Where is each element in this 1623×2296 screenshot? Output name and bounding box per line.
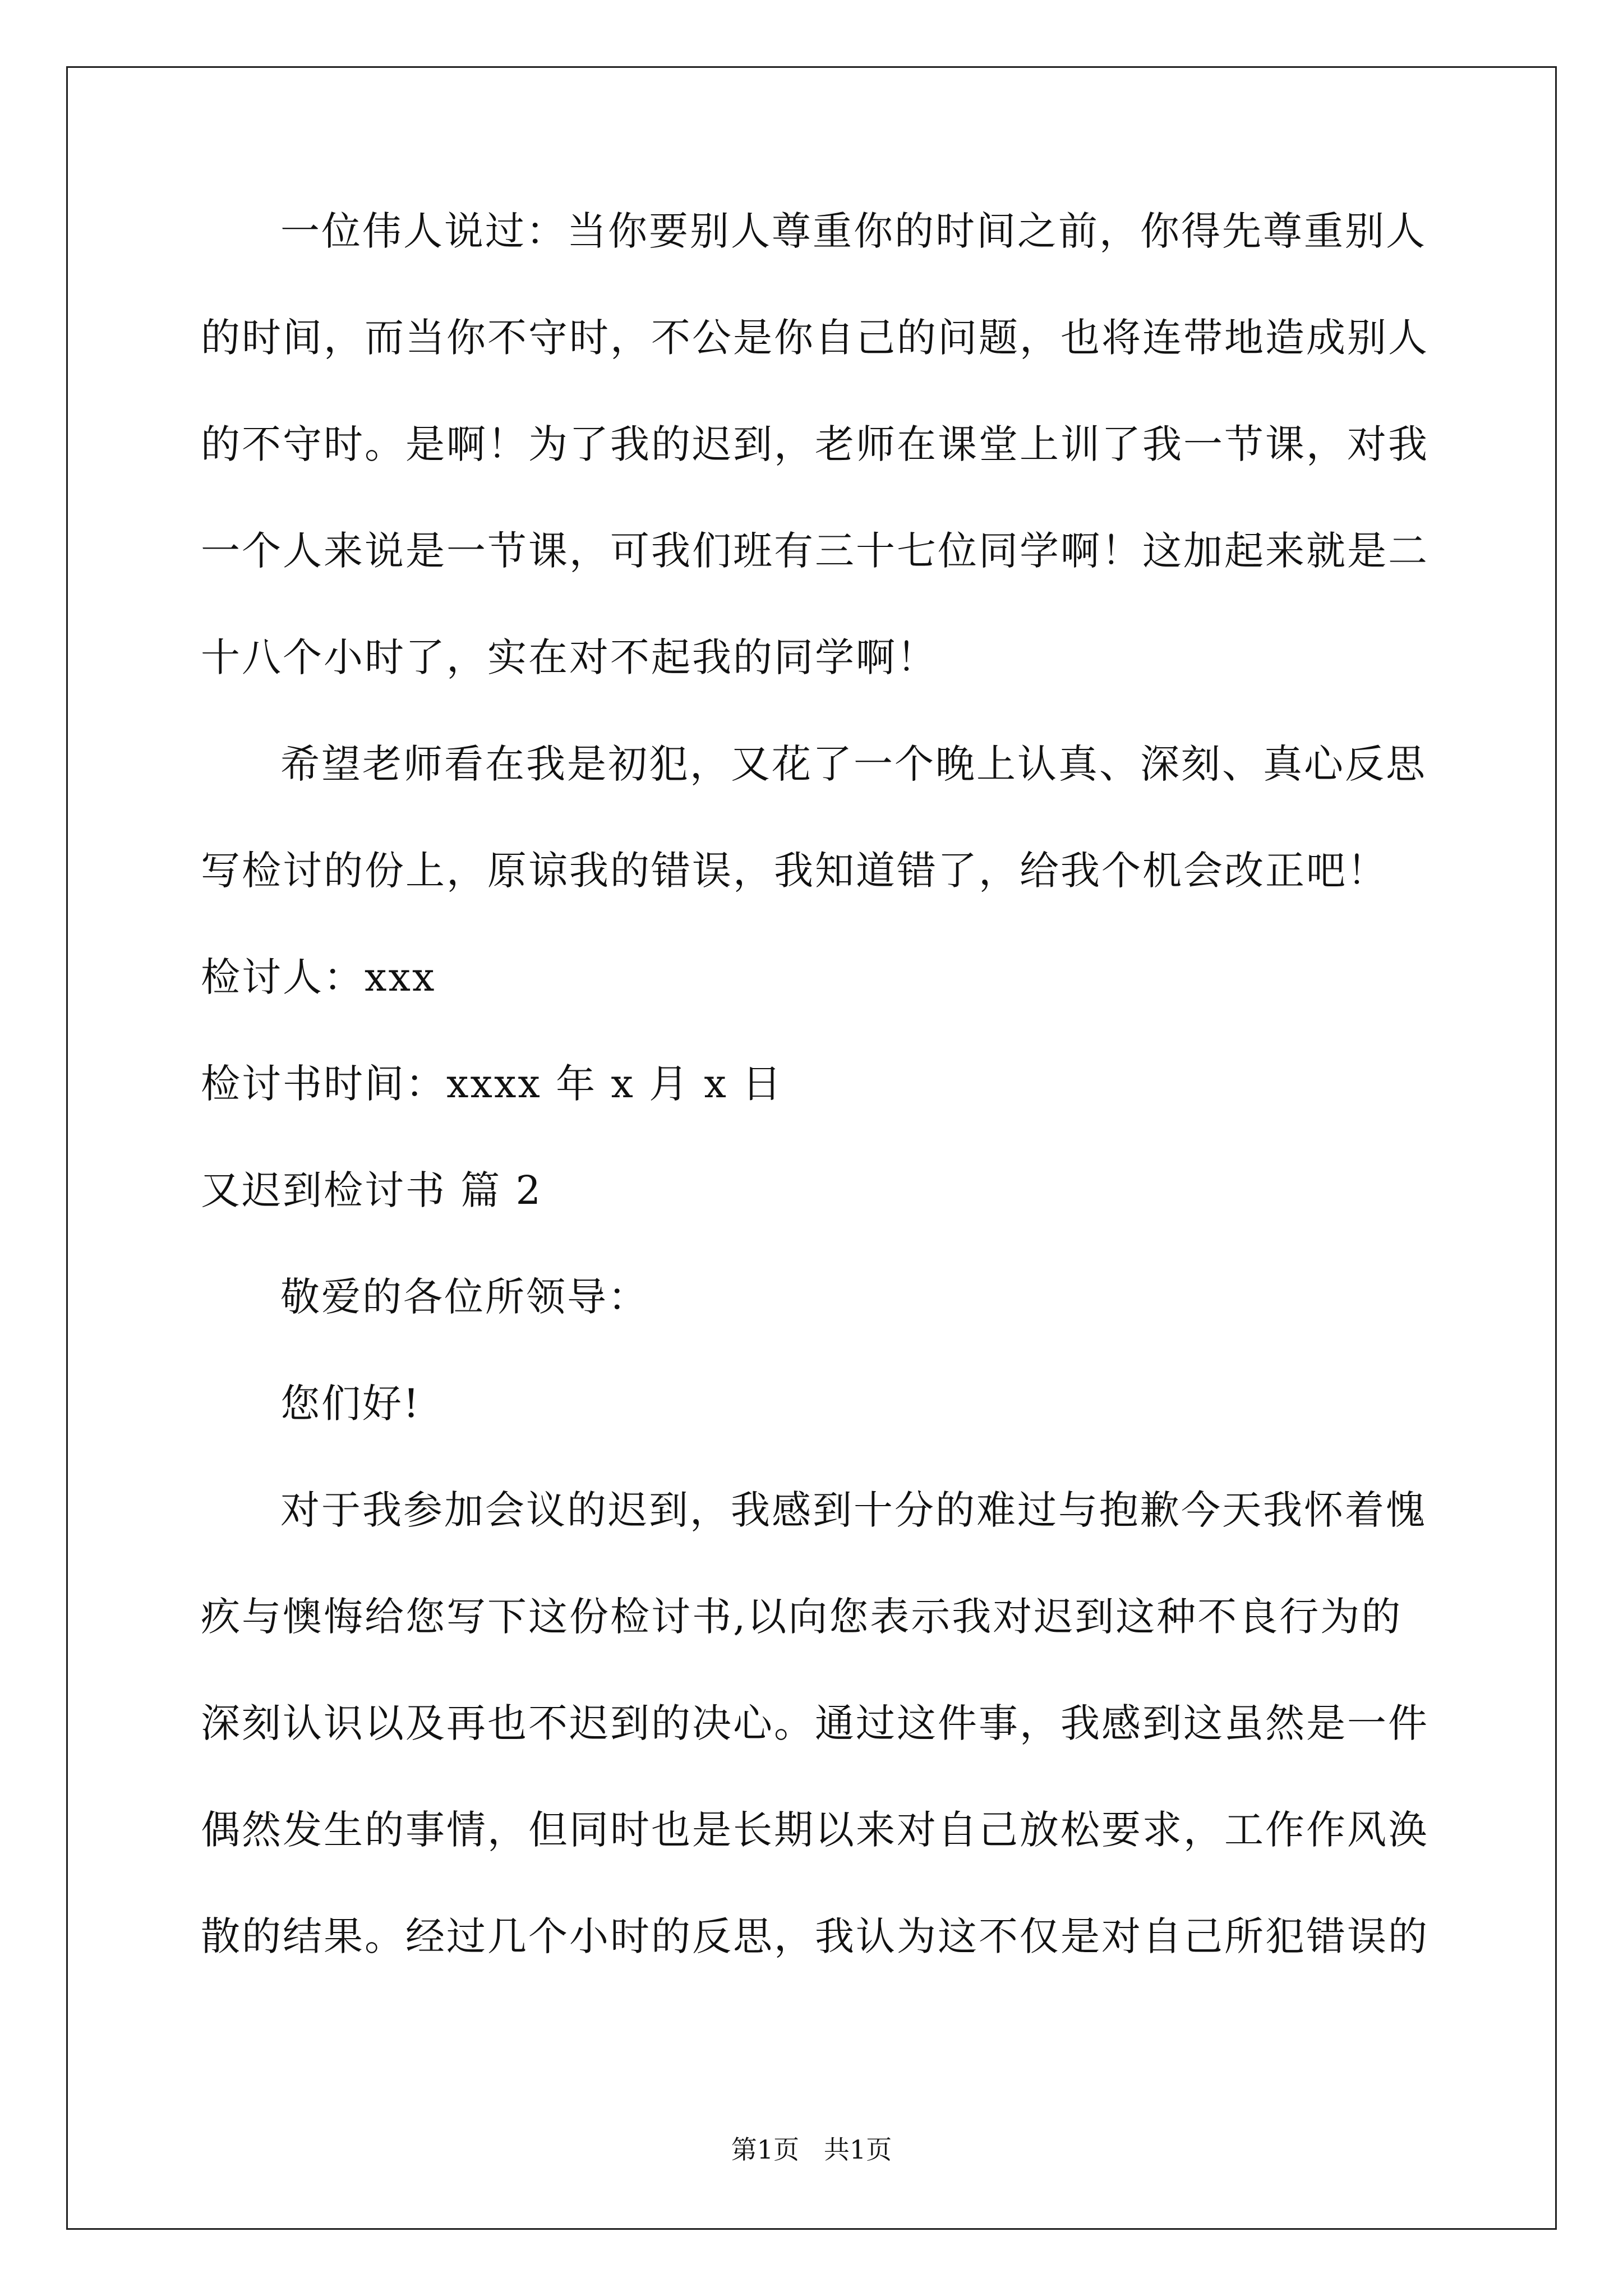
paragraph-2-line-1: 希望老师看在我是初犯，又花了一个晚上认真、深刻、真心反思: [280, 741, 1427, 787]
paragraph-3-line-1: 对于我参加会议的迟到，我感到十分的难过与抱歉今天我怀着愧: [280, 1487, 1427, 1533]
paragraph-1-line-5: 十八个小时了，实在对不起我的同学啊！: [201, 634, 938, 680]
paragraph-3-line-2: 疚与懊悔给您写下这份检讨书,以向您表示我对迟到这种不良行为的: [201, 1594, 1403, 1640]
paragraph-3-line-4: 偶然发生的事情，但同时也是长期以来对自己放松要求，工作作风涣: [201, 1807, 1429, 1853]
paragraph-3-line-5: 散的结果。经过几个小时的反思，我认为这不仅是对自己所犯错误的: [201, 1913, 1429, 1959]
greeting: 您们好!: [280, 1381, 421, 1427]
date-line: 检讨书时间：xxxx 年 x 月 x 日: [201, 1061, 783, 1107]
reviewer-line: 检讨人：xxx: [201, 954, 436, 1000]
page-border: [66, 66, 1557, 2230]
page-footer: 第1页 共1页: [731, 2134, 892, 2165]
paragraph-1-line-4: 一个人来说是一节课，可我们班有三十七位同学啊！这加起来就是二: [201, 528, 1429, 574]
section-title: 又迟到检讨书 篇 2: [201, 1167, 543, 1213]
paragraph-1-line-2: 的时间，而当你不守时，不公是你自己的问题，也将连带地造成别人: [201, 315, 1429, 361]
salutation: 敬爱的各位所领导：: [280, 1274, 649, 1320]
paragraph-1-line-1: 一位伟人说过：当你要别人尊重你的时间之前，你得先尊重别人: [280, 208, 1427, 254]
paragraph-2-line-2: 写检讨的份上，原谅我的错误，我知道错了，给我个机会改正吧！: [201, 848, 1388, 894]
paragraph-3-line-3: 深刻认识以及再也不迟到的决心。通过这件事，我感到这虽然是一件: [201, 1700, 1429, 1746]
paragraph-1-line-3: 的不守时。是啊！为了我的迟到，老师在课堂上训了我一节课，对我: [201, 421, 1429, 467]
